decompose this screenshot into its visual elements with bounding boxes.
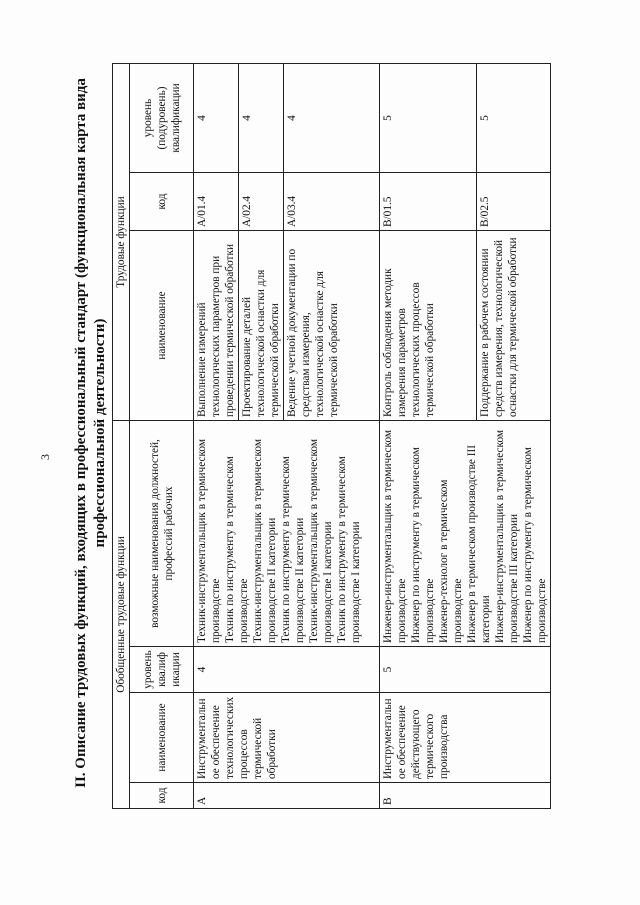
page-number: 3: [38, 454, 52, 460]
header-tf-code: код: [130, 173, 194, 231]
header-labor-functions: Трудовые функции: [113, 64, 130, 421]
heading-line-2: профессиональной деятельности): [92, 318, 108, 548]
position-item: Инженер по инструменту в термическом производстве: [522, 447, 548, 643]
position-item: Инженер-инструментальщик в термическом производстве III категории: [494, 429, 520, 643]
header-level: уровень квалификации: [130, 647, 194, 693]
tf-level: 4: [194, 64, 239, 173]
tf-name: Проектирование деталей технологической оснастки для термической обработки: [239, 231, 284, 421]
header-generalized-functions: Обобщенные трудовые функции: [113, 421, 130, 809]
tf-level: 4: [284, 64, 380, 173]
header-tf-level: уровень (подуровень) квалификации: [130, 64, 194, 173]
gtf-level-b: 5: [380, 647, 551, 693]
gtf-name-a: Инструментальное обеспечение технологических процессов термической обработки: [194, 693, 380, 783]
position-item: Инженер по инструменту в термическом производстве: [410, 447, 436, 643]
functional-map-table: [112, 63, 551, 809]
tf-name: Выполнение измерений технологических параметров при проведении термической обработки: [194, 231, 239, 421]
position-item: Техник-инструментальщик в термическом производстве: [196, 438, 222, 643]
header-code: код: [130, 783, 194, 809]
position-item: Техник по инструменту в термическом производстве I категории: [336, 456, 362, 643]
tf-code: A/03.4: [284, 173, 380, 231]
header-row-groups: [113, 64, 130, 809]
tf-code: B/02.5: [477, 173, 551, 231]
position-item: Техник-инструментальщик в термическом производстве II категории: [252, 438, 278, 643]
table-row: [380, 64, 477, 809]
header-positions: возможные наименования должностей, профессий рабочих: [130, 421, 194, 647]
positions-b: [380, 421, 551, 647]
gtf-code-a: A: [194, 783, 380, 809]
header-row-columns: [130, 64, 194, 809]
header-name: наименование: [130, 693, 194, 783]
gtf-level-a: 4: [194, 647, 380, 693]
position-item: Инженер-инструментальщик в термическом производстве: [382, 429, 408, 643]
tf-code: B/01.5: [380, 173, 477, 231]
position-item: Техник по инструменту в термическом производстве II категории: [280, 456, 306, 643]
tf-name: Поддержание в рабочем состоянии средств измерения, технологической оснастки для термической обработки: [477, 231, 551, 421]
position-item: Инженер-технолог в термическом производстве: [438, 479, 464, 643]
table-row: [194, 64, 239, 809]
heading-line-1: II. Описание трудовых функций, входящих в профессиональный стандарт (функциональная карта вида: [73, 78, 89, 788]
position-item: Техник по инструменту в термическом производстве: [224, 456, 250, 643]
gtf-name-b: Инструментальное обеспечение действующего термического производства: [380, 693, 551, 783]
section-heading: [72, 53, 110, 813]
gtf-code-b: B: [380, 783, 551, 809]
header-tf-name: наименование: [130, 231, 194, 421]
tf-code: A/01.4: [194, 173, 239, 231]
tf-name: Ведение учетной документации по средствам измерения, технологической оснастке для термической обработки: [284, 231, 380, 421]
tf-name: Контроль соблюдения методик измерения параметров технологических процессов термической обработки: [380, 231, 477, 421]
position-item: Инженер в термическом производстве III категории: [466, 444, 492, 643]
tf-level: 4: [239, 64, 284, 173]
tf-level: 5: [380, 64, 477, 173]
position-item: Техник-инструментальщик в термическом производстве I категории: [308, 438, 334, 643]
tf-code: A/02.4: [239, 173, 284, 231]
positions-a: [194, 421, 380, 647]
tf-level: 5: [477, 64, 551, 173]
